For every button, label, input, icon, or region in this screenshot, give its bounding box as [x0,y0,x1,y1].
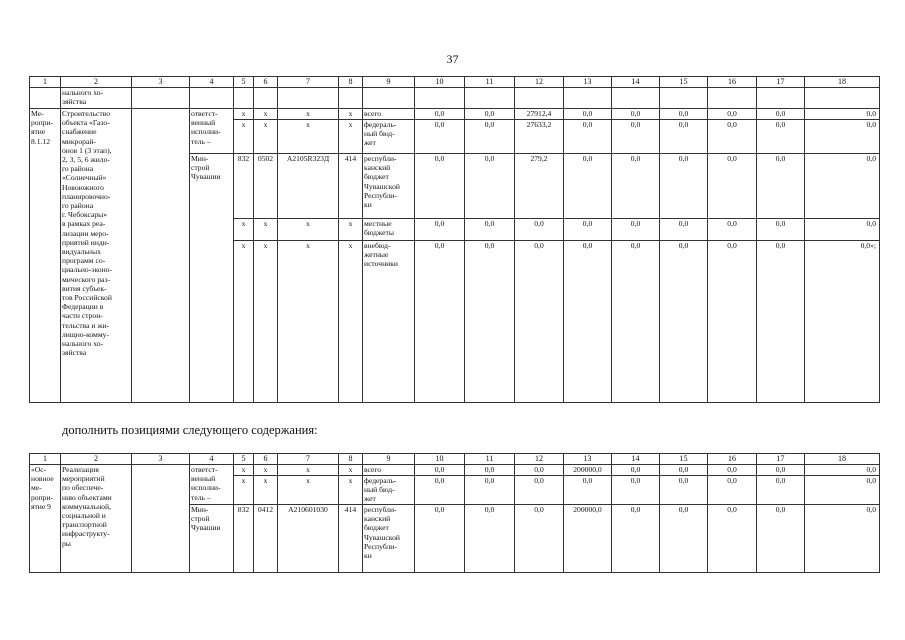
grbs-code-cell: 832 [234,505,254,573]
column-number-row [30,77,880,88]
empty-cell [564,88,612,109]
empty-cell [132,88,190,109]
continuation-row [30,88,880,109]
column-number-cell: 13 [564,77,612,88]
amount-cell: 0,0 [757,120,805,154]
amount-cell: 0,0 [757,465,805,476]
amount-cell: 0,0 [708,476,757,505]
empty-cell [660,88,708,109]
empty-cell [363,88,415,109]
column-number-cell: 12 [515,77,564,88]
amount-cell: 0,0 [515,505,564,573]
executor-name-cell: Мин- строй Чувашии [190,154,234,403]
target-article-cell: x [278,476,339,505]
budget-table-1 [29,76,880,403]
amount-cell: 0,0 [660,109,708,120]
amount-cell: 0,0 [515,476,564,505]
amount-cell: 0,0 [708,120,757,154]
amount-cell: 0,0 [805,109,880,120]
amount-cell: 0,0 [612,465,660,476]
column-number-cell: 12 [515,454,564,465]
amount-cell: 0,0 [465,219,515,241]
amount-cell: 0,0 [612,109,660,120]
target-article-cell: x [278,241,339,403]
amount-cell: 0,0 [757,219,805,241]
grbs-code-cell: x [234,465,254,476]
funding-source-cell: федераль- ный бюд- жет [363,476,415,505]
target-article-cell: А210601030 [278,505,339,573]
amount-cell: 0,0 [564,241,612,403]
empty-cell [132,465,190,573]
executor-label-cell: ответст- венный исполни- тель – [190,465,234,505]
amount-cell: 0,0 [415,476,465,505]
column-number-cell: 7 [278,454,339,465]
expense-type-cell: 414 [339,505,363,573]
amount-cell: 0,0 [612,120,660,154]
column-number-cell: 15 [660,454,708,465]
section-code-cell: x [254,219,278,241]
amount-cell: 0,0 [564,109,612,120]
column-number-cell: 9 [363,77,415,88]
column-number-cell: 5 [234,454,254,465]
amount-cell: 0,0 [415,109,465,120]
section-code-cell: x [254,241,278,403]
empty-cell [515,88,564,109]
column-number-cell: 1 [30,454,61,465]
expense-type-cell: 414 [339,154,363,219]
amount-cell: 0,0 [805,505,880,573]
column-number-cell: 9 [363,454,415,465]
column-number-cell: 7 [278,77,339,88]
amount-cell: 0,0 [660,505,708,573]
column-number-cell: 5 [234,77,254,88]
measure-name-continuation: нального хо- зяйства [61,88,132,109]
amount-cell: 0,0»; [805,241,880,403]
column-number-cell: 8 [339,454,363,465]
amount-cell: 0,0 [757,241,805,403]
section-code-cell: x [254,109,278,120]
empty-cell [757,88,805,109]
amount-cell: 0,0 [465,505,515,573]
grbs-code-cell: x [234,219,254,241]
amount-cell: 0,0 [805,154,880,219]
amount-cell: 0,0 [465,476,515,505]
amount-cell: 0,0 [660,476,708,505]
amount-cell: 0,0 [660,241,708,403]
section-code-cell: 0502 [254,154,278,219]
table-row [30,465,880,476]
expense-type-cell: x [339,476,363,505]
measure-id-cell: «Ос- новное ме- ропри- ятие 9 [30,465,61,573]
amount-cell: 0,0 [757,505,805,573]
column-number-cell: 16 [708,77,757,88]
column-number-cell: 17 [757,454,805,465]
executor-name-cell: Мин- строй Чувашии [190,505,234,573]
column-number-cell: 14 [612,454,660,465]
amount-cell: 0,0 [660,120,708,154]
amount-cell: 0,0 [660,465,708,476]
section-code-cell: 0412 [254,505,278,573]
amount-cell: 0,0 [757,154,805,219]
amount-cell: 0,0 [805,120,880,154]
amount-cell: 0,0 [612,241,660,403]
funding-source-cell: федераль- ный бюд- жет [363,120,415,154]
amount-cell: 0,0 [708,465,757,476]
measure-name-cell: Реализация мероприятий по обеспече- нию объектами коммунальной, социальной и транспортной инфраструкту- ры [61,465,132,573]
funding-source-cell: всего [363,109,415,120]
amount-cell: 0,0 [660,154,708,219]
amount-cell: 0,0 [465,109,515,120]
amount-cell: 0,0 [564,120,612,154]
amount-cell: 0,0 [564,219,612,241]
section-code-cell: x [254,120,278,154]
column-number-cell: 4 [190,454,234,465]
amount-cell: 0,0 [415,505,465,573]
column-number-cell: 3 [132,454,190,465]
grbs-code-cell: x [234,120,254,154]
expense-type-cell: x [339,120,363,154]
amount-cell: 0,0 [612,219,660,241]
column-number-row [30,454,880,465]
expense-type-cell: x [339,109,363,120]
amount-cell: 0,0 [465,120,515,154]
column-number-cell: 11 [465,454,515,465]
column-number-cell: 6 [254,454,278,465]
column-number-cell: 10 [415,454,465,465]
funding-source-cell: всего [363,465,415,476]
column-number-cell: 17 [757,77,805,88]
column-number-cell: 1 [30,77,61,88]
measure-name-cell: Строительство объекта «Газо- снабжение микрорай- онов 1 (3 этап), 2, 3, 5, 6 жило- го района «Солнечный» Новоюжного планировочно- го района г. Чебоксары» в рамках реа- лизации меро- приятий инди- видуальных программ со- циально-эконо- мического раз- вития субъек- тов Российской Федерации в части строи- тельства и жи- лищно-комму- нального хо- зяйства [61,109,132,403]
grbs-code-cell: 832 [234,154,254,219]
column-number-cell: 8 [339,77,363,88]
empty-cell [132,109,190,403]
empty-cell [465,88,515,109]
empty-cell [254,88,278,109]
column-number-cell: 3 [132,77,190,88]
empty-cell [190,88,234,109]
grbs-code-cell: x [234,241,254,403]
target-article-cell: x [278,109,339,120]
empty-cell [415,88,465,109]
empty-cell [278,88,339,109]
empty-cell [708,88,757,109]
empty-cell [805,88,880,109]
expense-type-cell: x [339,465,363,476]
amount-cell: 0,0 [708,219,757,241]
amount-cell: 0,0 [612,476,660,505]
column-number-cell: 18 [805,454,880,465]
expense-type-cell: x [339,241,363,403]
column-number-cell: 11 [465,77,515,88]
amount-cell: 0,0 [805,219,880,241]
column-number-cell: 16 [708,454,757,465]
column-number-cell: 2 [61,77,132,88]
executor-label-cell: ответст- венный исполни- тель – [190,109,234,154]
amount-cell: 200000,0 [564,465,612,476]
amount-cell: 200000,0 [564,505,612,573]
amount-cell: 27633,2 [515,120,564,154]
amount-cell: 0,0 [660,219,708,241]
amount-cell: 0,0 [612,505,660,573]
amount-cell: 0,0 [415,241,465,403]
amount-cell: 0,0 [805,476,880,505]
grbs-code-cell: x [234,476,254,505]
amount-cell: 0,0 [415,120,465,154]
column-number-cell: 4 [190,77,234,88]
measure-id-cell: Ме- ропри- ятие 8.1.12 [30,109,61,403]
column-number-cell: 6 [254,77,278,88]
funding-source-cell: республи- канский бюджет Чувашской Республи- ки [363,505,415,573]
target-article-cell: А2105R323Д [278,154,339,219]
grbs-code-cell: x [234,109,254,120]
amount-cell: 0,0 [612,154,660,219]
column-number-cell: 18 [805,77,880,88]
amount-cell: 0,0 [415,219,465,241]
amount-cell: 0,0 [515,219,564,241]
section-code-cell: x [254,465,278,476]
column-number-cell: 15 [660,77,708,88]
amount-cell: 0,0 [415,154,465,219]
amount-cell: 0,0 [465,465,515,476]
column-number-cell: 2 [61,454,132,465]
amount-cell: 279,2 [515,154,564,219]
amount-cell: 27912,4 [515,109,564,120]
target-article-cell: x [278,219,339,241]
target-article-cell: x [278,120,339,154]
amount-cell: 0,0 [708,241,757,403]
amount-cell: 0,0 [708,109,757,120]
column-number-cell: 10 [415,77,465,88]
page-number: 37 [446,52,459,66]
table-row [30,109,880,120]
amount-cell: 0,0 [757,476,805,505]
funding-source-cell: местные бюджеты [363,219,415,241]
amount-cell: 0,0 [415,465,465,476]
amount-cell: 0,0 [564,476,612,505]
amount-cell: 0,0 [708,505,757,573]
funding-source-cell: внебюд- жетные источники [363,241,415,403]
budget-table-2 [29,453,880,573]
expense-type-cell: x [339,219,363,241]
amount-cell: 0,0 [465,154,515,219]
empty-cell [339,88,363,109]
empty-cell [30,88,61,109]
empty-cell [612,88,660,109]
amount-cell: 0,0 [564,154,612,219]
column-number-cell: 13 [564,454,612,465]
amendment-intro-text: дополнить позициями следующего содержания: [62,423,318,437]
amount-cell: 0,0 [465,241,515,403]
target-article-cell: x [278,465,339,476]
amount-cell: 0,0 [515,241,564,403]
section-code-cell: x [254,476,278,505]
funding-source-cell: республи- канский бюджет Чувашской Республи- ки [363,154,415,219]
amount-cell: 0,0 [757,109,805,120]
amount-cell: 0,0 [708,154,757,219]
column-number-cell: 14 [612,77,660,88]
empty-cell [234,88,254,109]
amount-cell: 0,0 [805,465,880,476]
amount-cell: 0,0 [515,465,564,476]
